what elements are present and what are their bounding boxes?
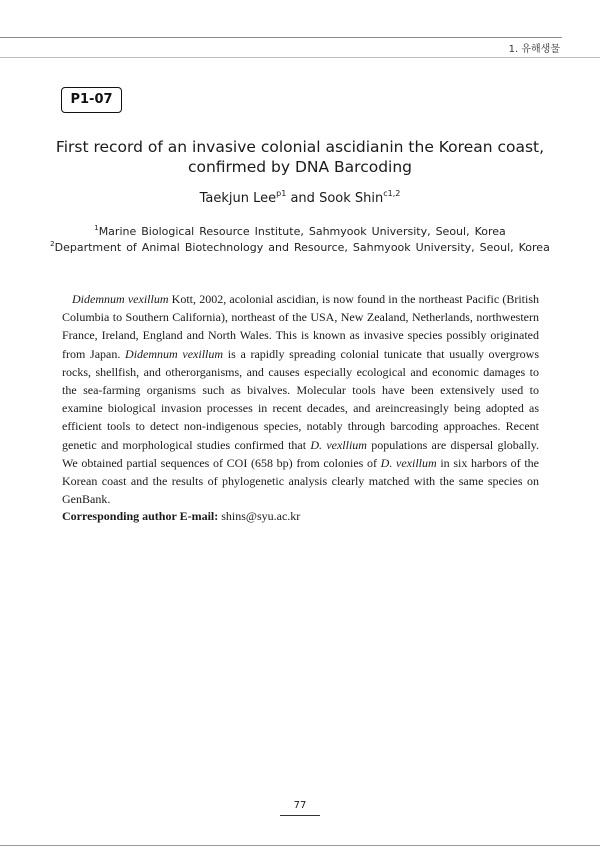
corresponding-author-label: Corresponding author E-mail: [62, 509, 219, 523]
affiliation-2 [40, 240, 560, 254]
header-rule [0, 37, 562, 38]
abstract-paragraph [62, 290, 539, 508]
author-line [40, 189, 560, 206]
author-1-affiliation-marker: p1 [276, 189, 287, 198]
species-name: D. vexillum [380, 455, 437, 470]
poster-code-badge: P1-07 [61, 87, 122, 113]
corresponding-author [62, 509, 300, 524]
section-label: 1. 유해생물 [508, 44, 560, 55]
affiliation-2-text: Department of Animal Biotechnology and Resource, Sahmyook University, Seoul, Korea [54, 241, 550, 254]
section-rule [0, 57, 600, 58]
abstract-text: populations are dispersal globally. We obtained partial sequences of COI (658 bp) from colonies of [62, 437, 539, 470]
author-1-name: Taekjun Lee [199, 191, 277, 206]
abstract-text: is a rapidly spreading colonial tunicate that usually overgrows rocks, shellfish, and otherorganisms, and causes especially ecological and economic damages to the sea-farming organisms such as bivalves. Molecular tools have been extensively used to examine biological invasion processes in recent decades, and areincreasingly being adopted as efficient tools to detect non-indigenous species, notably through barcoding approaches. Recent genetic and morphological studies confirmed that [62, 346, 539, 452]
abstract-text: in six harbors of the Korean coast and the results of phylogenetic analysis clearly matched with the same species on GenBank. [62, 455, 539, 507]
affiliation-1-text: Marine Biological Resource Institute, Sahmyook University, Seoul, Korea [98, 225, 506, 238]
author-connector: and [286, 191, 320, 206]
author-2-affiliation-marker: c1,2 [383, 189, 401, 198]
affiliation-1-marker: 1 [94, 224, 99, 232]
corresponding-author-email[interactable]: shins@syu.ac.kr [218, 509, 301, 523]
species-name: Didemnum vexillum [72, 292, 169, 306]
page-bottom-border [0, 845, 600, 846]
page-number: 77 [293, 800, 307, 811]
author-2-name: Sook Shin [319, 191, 384, 206]
species-name: Didemnum vexillum [125, 346, 224, 361]
page-number-rule [280, 815, 320, 816]
paper-title [40, 137, 560, 177]
paper-title-line-1: First record of an invasive colonial ascidianin the Korean coast, [55, 138, 545, 156]
affiliation-1 [40, 224, 560, 238]
species-name: D. vexllium [310, 437, 367, 452]
paper-title-line-2: confirmed by DNA Barcoding [187, 158, 413, 176]
affiliation-2-marker: 2 [50, 240, 55, 248]
abstract-text: Kott, 2002, acolonial ascidian, is now found in the northeast Pacific (British Columbia to Southern California), northeast of the USA, New Zealand, Netherlands, northwestern France, Ireland, England and North Wales. This is known as invasive species possibly originated from Japan. [62, 292, 539, 361]
